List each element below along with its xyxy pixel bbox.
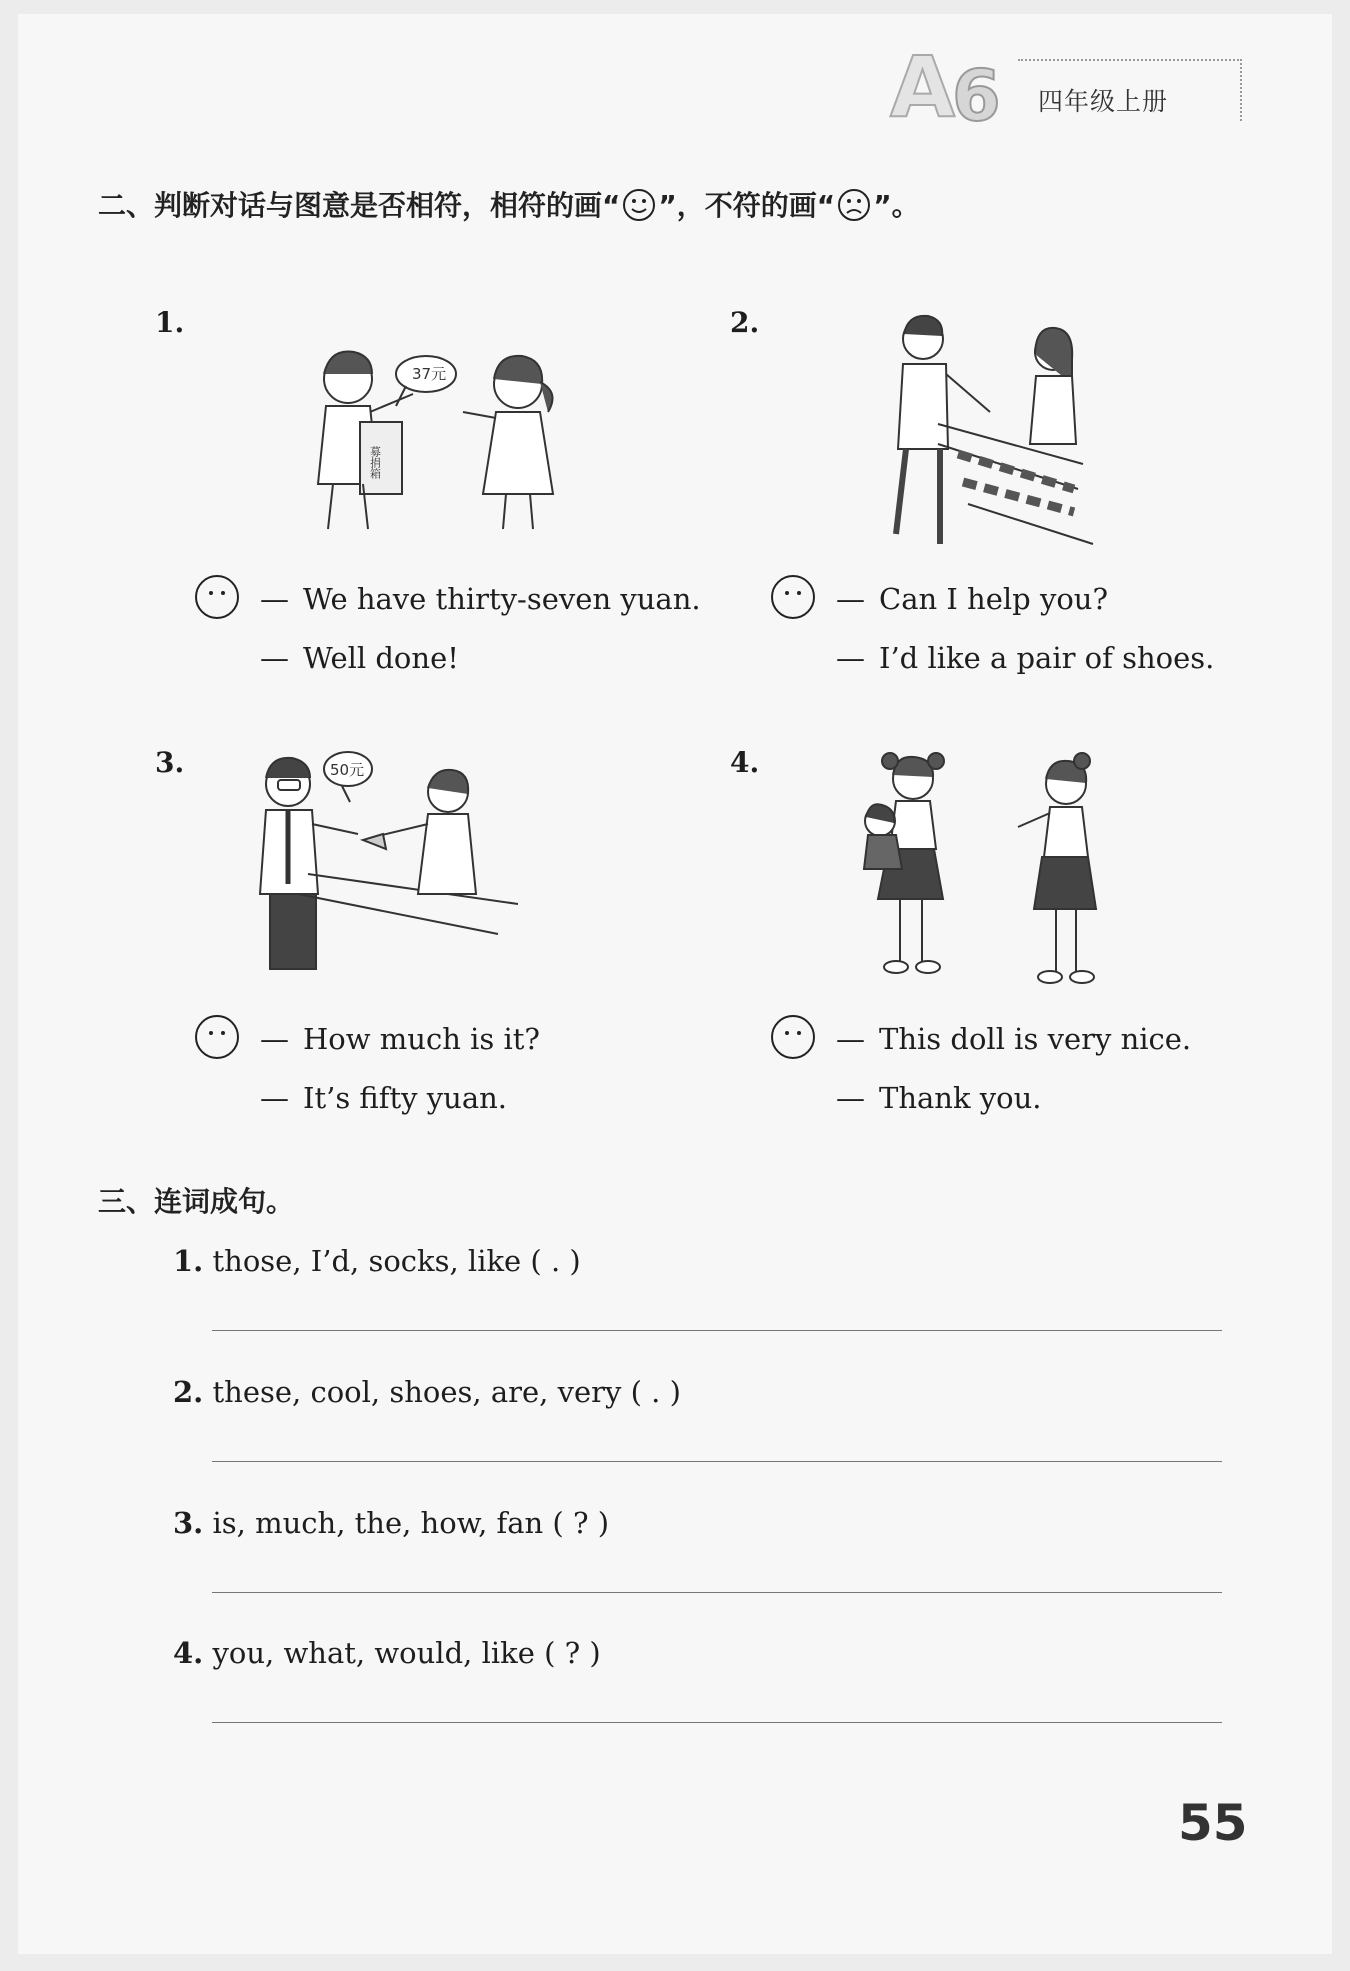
item1-line2-text: Well done! xyxy=(303,641,459,675)
illustration-shopkeeper-customer xyxy=(238,744,518,984)
question-3 xyxy=(173,1506,609,1540)
item3-line1-text: How much is it? xyxy=(303,1022,540,1056)
question-4-text: you, what, would, like ( ? ) xyxy=(212,1636,601,1670)
item4-line1-text: This doll is very nice. xyxy=(879,1022,1192,1056)
item2-line1-text: Can I help you? xyxy=(879,582,1109,616)
donation-box-label: 募捐箱 xyxy=(368,446,382,479)
illustration-girls-with-doll xyxy=(838,739,1138,989)
dash: — xyxy=(836,641,865,675)
page-number: 55 xyxy=(1178,1794,1248,1852)
answer-line-3[interactable] xyxy=(212,1592,1222,1593)
item4-line2-text: Thank you. xyxy=(879,1081,1042,1115)
answer-face-icon[interactable] xyxy=(194,574,240,620)
item1-line2 xyxy=(260,641,459,675)
dash: — xyxy=(836,582,865,616)
item2-line2 xyxy=(836,641,1214,675)
dash: — xyxy=(836,1022,865,1056)
price-bubble-37: 37元 xyxy=(412,365,447,383)
dash: — xyxy=(260,1022,289,1056)
question-4-number: 4. xyxy=(173,1636,204,1670)
item3-line2-text: It’s fifty yuan. xyxy=(303,1081,508,1115)
dash: — xyxy=(260,641,289,675)
item2-number: 2. xyxy=(730,306,760,339)
section2-title-part3: ”。 xyxy=(873,189,920,222)
svg-text:6: 6 xyxy=(952,55,1001,134)
section2-title xyxy=(98,184,920,224)
question-2 xyxy=(173,1375,681,1409)
item1-line1-text: We have thirty-seven yuan. xyxy=(303,582,701,616)
item4-line1 xyxy=(836,1022,1191,1056)
grade-label: 四年级上册 xyxy=(1038,87,1169,116)
item4-number: 4. xyxy=(730,746,760,779)
item1-line1 xyxy=(260,582,701,616)
dash: — xyxy=(260,582,289,616)
item3-line1 xyxy=(260,1022,540,1056)
dash: — xyxy=(260,1081,289,1115)
item2-line2-text: I’d like a pair of shoes. xyxy=(879,641,1215,675)
question-1 xyxy=(173,1244,581,1278)
item3-line2 xyxy=(260,1081,507,1115)
sad-face-icon xyxy=(837,188,871,222)
series-logo xyxy=(888,34,1028,134)
answer-face-icon[interactable] xyxy=(194,1014,240,1060)
question-3-text: is, much, the, how, fan ( ? ) xyxy=(212,1506,610,1540)
workbook-page xyxy=(18,14,1332,1954)
illustration-shoe-shop xyxy=(878,304,1118,564)
question-2-text: these, cool, shoes, are, very ( . ) xyxy=(212,1375,681,1409)
answer-line-4[interactable] xyxy=(212,1722,1222,1723)
item1-number: 1. xyxy=(155,306,185,339)
dash: — xyxy=(836,1081,865,1115)
section2-title-part1: 二、判断对话与图意是否相符，相符的画“ xyxy=(98,189,621,222)
section2-title-part2: ”，不符的画“ xyxy=(658,189,836,222)
question-1-number: 1. xyxy=(173,1244,204,1278)
answer-line-1[interactable] xyxy=(212,1330,1222,1331)
item4-line2 xyxy=(836,1081,1042,1115)
question-4 xyxy=(173,1636,601,1670)
question-1-text: those, I’d, socks, like ( . ) xyxy=(212,1244,581,1278)
smile-face-icon xyxy=(622,188,656,222)
answer-line-2[interactable] xyxy=(212,1461,1222,1462)
question-3-number: 3. xyxy=(173,1506,204,1540)
illustration-boy-donation-box-girl xyxy=(278,334,608,534)
svg-text:A: A xyxy=(890,38,956,134)
item3-number: 3. xyxy=(155,746,185,779)
price-bubble-50: 50元 xyxy=(330,761,365,779)
question-2-number: 2. xyxy=(173,1375,204,1409)
item2-line1 xyxy=(836,582,1108,616)
section3-title: 三、连词成句。 xyxy=(98,1185,295,1218)
answer-face-icon[interactable] xyxy=(770,1014,816,1060)
answer-face-icon[interactable] xyxy=(770,574,816,620)
